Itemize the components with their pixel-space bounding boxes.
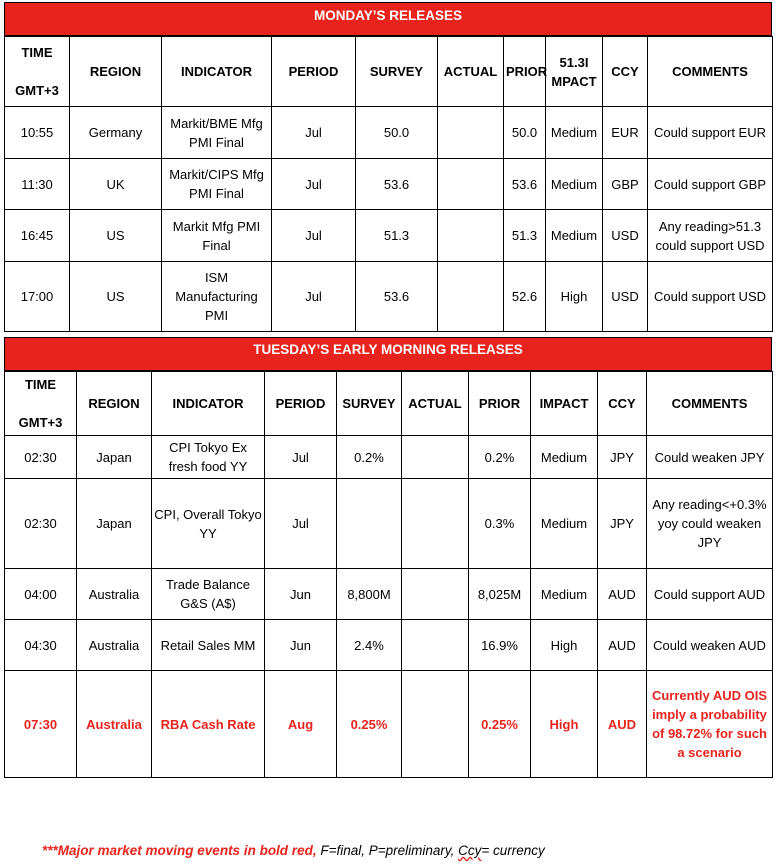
cell-comments: Any reading<+0.3% yoy could weaken JPY	[647, 479, 773, 569]
cell-region: Japan	[77, 479, 152, 569]
cell-region: Australia	[77, 569, 152, 620]
cell-time: 07:30	[5, 671, 77, 778]
cell-actual	[438, 210, 504, 262]
table-row	[5, 159, 773, 210]
table-row	[5, 479, 773, 569]
cell-actual	[438, 159, 504, 210]
footer-ccy: Ccy	[458, 843, 482, 858]
header-prior: PRIOR	[504, 37, 546, 107]
cell-impact: High	[531, 671, 598, 778]
cell-survey: 8,800M	[337, 569, 402, 620]
cell-period: Jun	[265, 569, 337, 620]
header-region: REGION	[70, 37, 162, 107]
cell-ccy: JPY	[598, 436, 647, 479]
header-time: TIME GMT+3	[5, 37, 70, 107]
header-ccy: CCY	[603, 37, 648, 107]
cell-time: 02:30	[5, 479, 77, 569]
cell-indicator: RBA Cash Rate	[152, 671, 265, 778]
cell-comments: Could support EUR	[648, 107, 773, 159]
table-row	[5, 262, 773, 332]
cell-time: 04:00	[5, 569, 77, 620]
footer-note	[42, 843, 545, 858]
cell-period: Aug	[265, 671, 337, 778]
monday-title: MONDAY’S RELEASES	[4, 2, 772, 36]
cell-actual	[402, 569, 469, 620]
cell-prior: 0.2%	[469, 436, 531, 479]
table-row	[5, 620, 773, 671]
cell-survey: 0.25%	[337, 671, 402, 778]
cell-prior: 0.3%	[469, 479, 531, 569]
cell-survey: 51.3	[356, 210, 438, 262]
cell-comments: Could support GBP	[648, 159, 773, 210]
table-row	[5, 107, 773, 159]
cell-impact: Medium	[531, 479, 598, 569]
cell-comments: Could support USD	[648, 262, 773, 332]
table-row	[5, 671, 773, 778]
cell-prior: 52.6	[504, 262, 546, 332]
header-period: PERIOD	[265, 372, 337, 436]
cell-impact: High	[531, 620, 598, 671]
cell-ccy: USD	[603, 262, 648, 332]
footer-rest-1: F=final, P=preliminary,	[316, 843, 459, 858]
cell-ccy: GBP	[603, 159, 648, 210]
header-impact: IMPACT	[531, 372, 598, 436]
cell-impact: Medium	[546, 210, 603, 262]
cell-ccy: AUD	[598, 671, 647, 778]
cell-ccy: EUR	[603, 107, 648, 159]
cell-actual	[402, 436, 469, 479]
footer-bold: ***Major market moving events in bold red,	[42, 843, 317, 858]
cell-comments: Currently AUD OIS imply a probability of 98.72% for such a scenario	[647, 671, 773, 778]
cell-comments: Could weaken AUD	[647, 620, 773, 671]
header-period: PERIOD	[272, 37, 356, 107]
cell-indicator: CPI Tokyo Ex fresh food YY	[152, 436, 265, 479]
header-ccy: CCY	[598, 372, 647, 436]
cell-actual	[438, 262, 504, 332]
tuesday-title: TUESDAY’S EARLY MORNING RELEASES	[4, 337, 772, 371]
cell-impact: Medium	[546, 159, 603, 210]
cell-indicator: Markit Mfg PMI Final	[162, 210, 272, 262]
cell-region: Japan	[77, 436, 152, 479]
cell-region: US	[70, 262, 162, 332]
cell-impact: High	[546, 262, 603, 332]
cell-actual	[402, 620, 469, 671]
cell-prior: 8,025M	[469, 569, 531, 620]
cell-survey: 53.6	[356, 262, 438, 332]
cell-indicator: Markit/CIPS Mfg PMI Final	[162, 159, 272, 210]
cell-ccy: USD	[603, 210, 648, 262]
header-survey: SURVEY	[356, 37, 438, 107]
cell-period: Jul	[272, 107, 356, 159]
cell-region: Australia	[77, 671, 152, 778]
cell-ccy: AUD	[598, 620, 647, 671]
cell-ccy: JPY	[598, 479, 647, 569]
cell-prior: 53.6	[504, 159, 546, 210]
tuesday-header-row	[5, 372, 773, 436]
cell-period: Jul	[272, 159, 356, 210]
cell-period: Jun	[265, 620, 337, 671]
cell-period: Jul	[265, 479, 337, 569]
header-actual: ACTUAL	[402, 372, 469, 436]
cell-period: Jul	[265, 436, 337, 479]
tuesday-table	[4, 371, 773, 778]
header-indicator: INDICATOR	[162, 37, 272, 107]
monday-table	[4, 36, 773, 332]
cell-time: 02:30	[5, 436, 77, 479]
table-row	[5, 569, 773, 620]
cell-impact: Medium	[531, 569, 598, 620]
header-indicator: INDICATOR	[152, 372, 265, 436]
cell-comments: Could support AUD	[647, 569, 773, 620]
header-impact: 51.3I MPACT	[546, 37, 603, 107]
cell-actual	[402, 671, 469, 778]
cell-indicator: Retail Sales MM	[152, 620, 265, 671]
cell-time: 17:00	[5, 262, 70, 332]
cell-indicator: Trade Balance G&S (A$)	[152, 569, 265, 620]
cell-region: UK	[70, 159, 162, 210]
cell-region: US	[70, 210, 162, 262]
header-survey: SURVEY	[337, 372, 402, 436]
cell-prior: 0.25%	[469, 671, 531, 778]
cell-time: 04:30	[5, 620, 77, 671]
cell-time: 11:30	[5, 159, 70, 210]
cell-time: 16:45	[5, 210, 70, 262]
cell-ccy: AUD	[598, 569, 647, 620]
cell-indicator: ISM Manufacturing PMI	[162, 262, 272, 332]
cell-actual	[438, 107, 504, 159]
cell-impact: Medium	[531, 436, 598, 479]
table-row	[5, 436, 773, 479]
cell-survey: 2.4%	[337, 620, 402, 671]
table-row	[5, 210, 773, 262]
cell-indicator: Markit/BME Mfg PMI Final	[162, 107, 272, 159]
tuesday-section	[4, 337, 772, 778]
header-region: REGION	[77, 372, 152, 436]
cell-comments: Any reading>51.3 could support USD	[648, 210, 773, 262]
cell-survey	[337, 479, 402, 569]
cell-indicator: CPI, Overall Tokyo YY	[152, 479, 265, 569]
cell-survey: 53.6	[356, 159, 438, 210]
cell-region: Germany	[70, 107, 162, 159]
cell-prior: 50.0	[504, 107, 546, 159]
cell-impact: Medium	[546, 107, 603, 159]
monday-header-row	[5, 37, 773, 107]
cell-region: Australia	[77, 620, 152, 671]
cell-survey: 0.2%	[337, 436, 402, 479]
cell-actual	[402, 479, 469, 569]
monday-section	[4, 2, 772, 332]
cell-time: 10:55	[5, 107, 70, 159]
header-comments: COMMENTS	[648, 37, 773, 107]
cell-prior: 16.9%	[469, 620, 531, 671]
cell-period: Jul	[272, 262, 356, 332]
cell-prior: 51.3	[504, 210, 546, 262]
header-prior: PRIOR	[469, 372, 531, 436]
header-actual: ACTUAL	[438, 37, 504, 107]
footer-rest-2: = currency	[481, 843, 545, 858]
cell-comments: Could weaken JPY	[647, 436, 773, 479]
header-time: TIME GMT+3	[5, 372, 77, 436]
cell-survey: 50.0	[356, 107, 438, 159]
header-comments: COMMENTS	[647, 372, 773, 436]
cell-period: Jul	[272, 210, 356, 262]
